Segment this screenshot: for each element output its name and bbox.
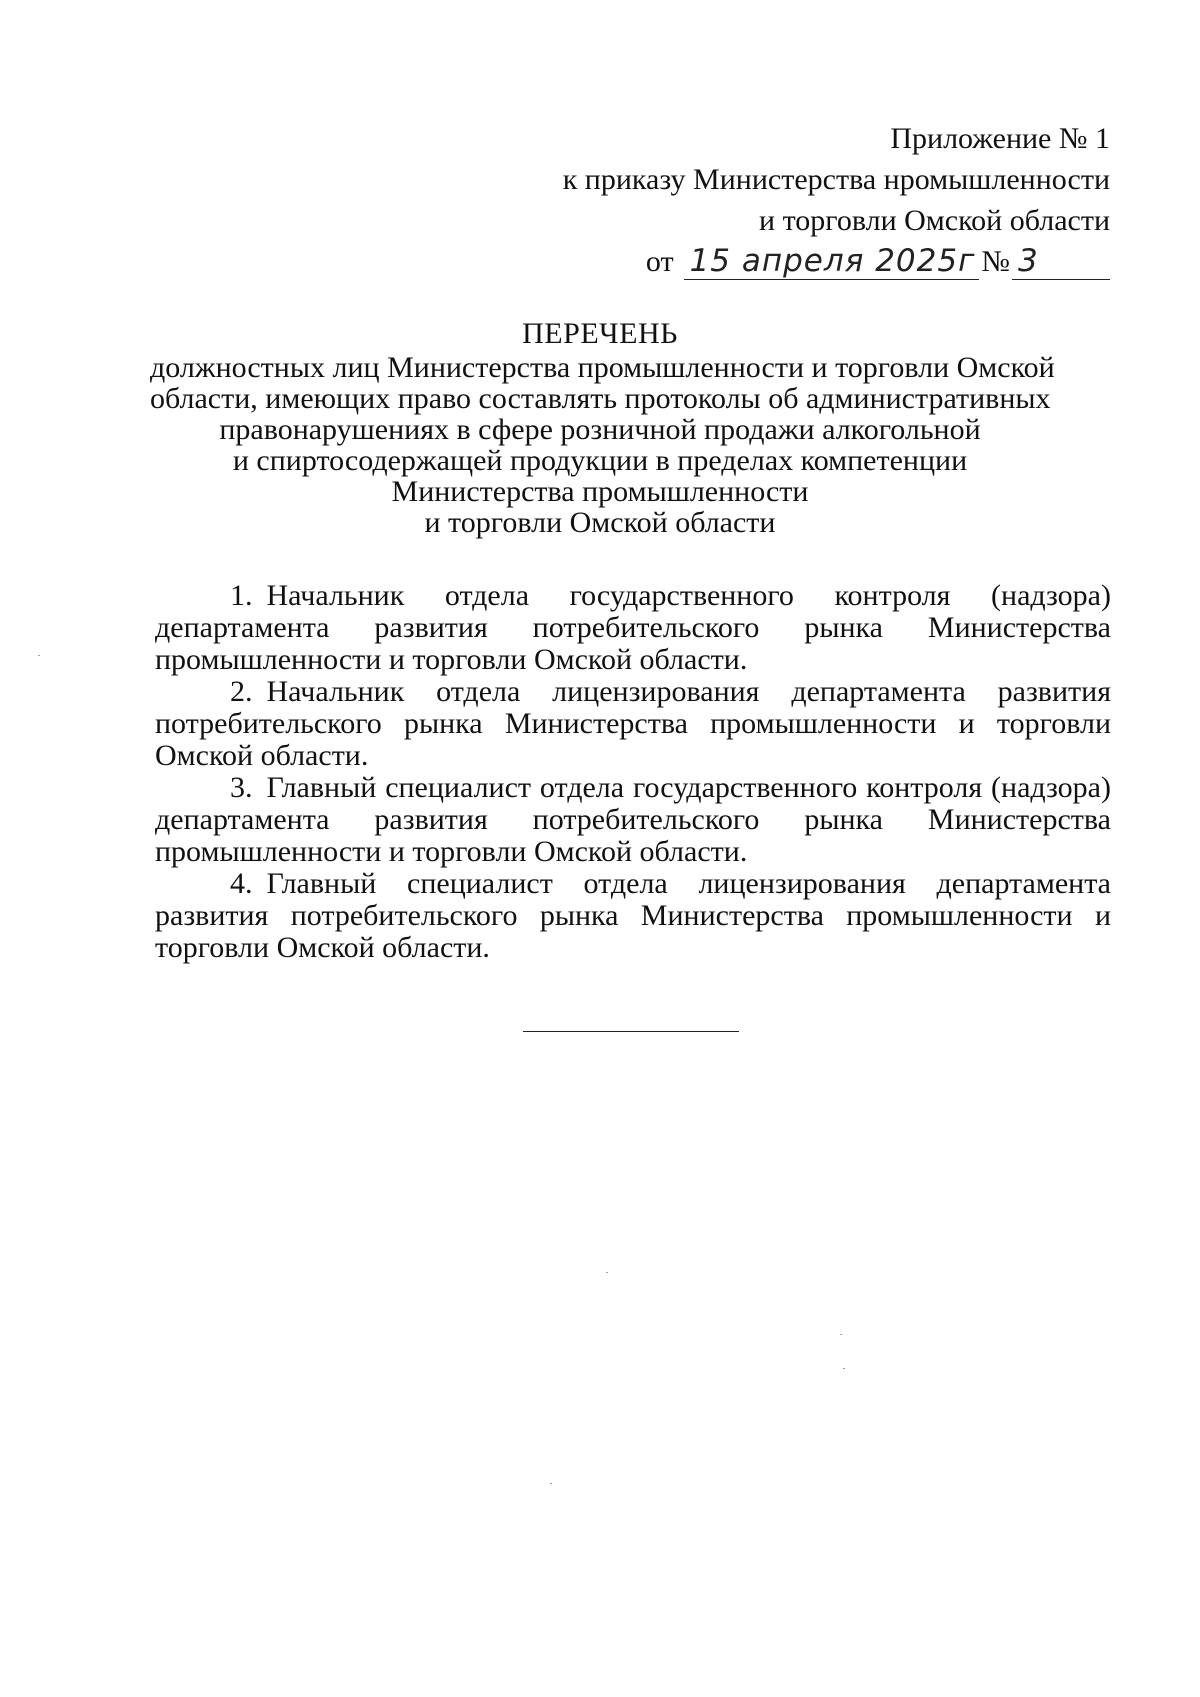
item-number: 3. <box>230 771 253 804</box>
title-heading: ПЕРЕЧЕНЬ <box>522 317 678 350</box>
item-number: 2. <box>230 675 253 708</box>
item-number: 1. <box>230 579 253 612</box>
scan-speck <box>840 1334 842 1335</box>
appendix-number: Приложение № 1 <box>890 122 1110 155</box>
handwritten-date: 15 апреля 2025г <box>689 243 976 279</box>
title-line: области, имеющих право составлять протоколы об административных <box>150 382 1051 415</box>
list-item <box>155 772 1111 868</box>
order-reference: к приказу Министерства нромышленности <box>562 163 1110 196</box>
title-line: Министерства промышленности <box>391 475 809 508</box>
item-text: Главный специалист отдела лицензирования департамента развития потребительского рынка Министерства промышленности и торговли Омской области. <box>155 867 1111 964</box>
list-item <box>155 676 1111 772</box>
end-divider <box>523 1031 739 1032</box>
ministry-name: и торговли Омской области <box>759 204 1110 237</box>
number-sign: № <box>981 245 1010 278</box>
appendix-header <box>550 118 1110 282</box>
scan-speck <box>843 1368 845 1369</box>
scan-speck <box>550 1483 552 1484</box>
scan-speck <box>38 655 40 656</box>
list-item <box>155 580 1111 676</box>
item-number: 4. <box>230 867 253 900</box>
title-line: и спиртосодержащей продукции в пределах компетенции <box>232 444 968 477</box>
item-text: Начальник отдела государственного контроля (надзора) департамента развития потребительского рынка Министерства промышленности и торговли Омской области. <box>155 579 1111 676</box>
officials-list <box>155 580 1111 964</box>
document-title <box>150 317 1055 539</box>
order-date-line <box>646 241 1110 282</box>
date-prefix: от <box>645 245 674 278</box>
handwritten-order-number: 3 <box>1018 243 1039 279</box>
title-line: и торговли Омской области <box>424 506 776 539</box>
list-item <box>155 868 1111 964</box>
item-text: Главный специалист отдела государственного контроля (надзора) департамента развития потребительского рынка Министерства промышленности и торговли Омской области. <box>155 771 1111 868</box>
title-line: должностных лиц Министерства промышленности и торговли Омской <box>150 351 1055 384</box>
item-text: Начальник отдела лицензирования департамента развития потребительского рынка Министерства промышленности и торговли Омской области. <box>155 675 1111 772</box>
title-line: правонарушениях в сфере розничной продажи алкогольной <box>219 413 981 446</box>
scan-speck <box>606 1272 608 1273</box>
